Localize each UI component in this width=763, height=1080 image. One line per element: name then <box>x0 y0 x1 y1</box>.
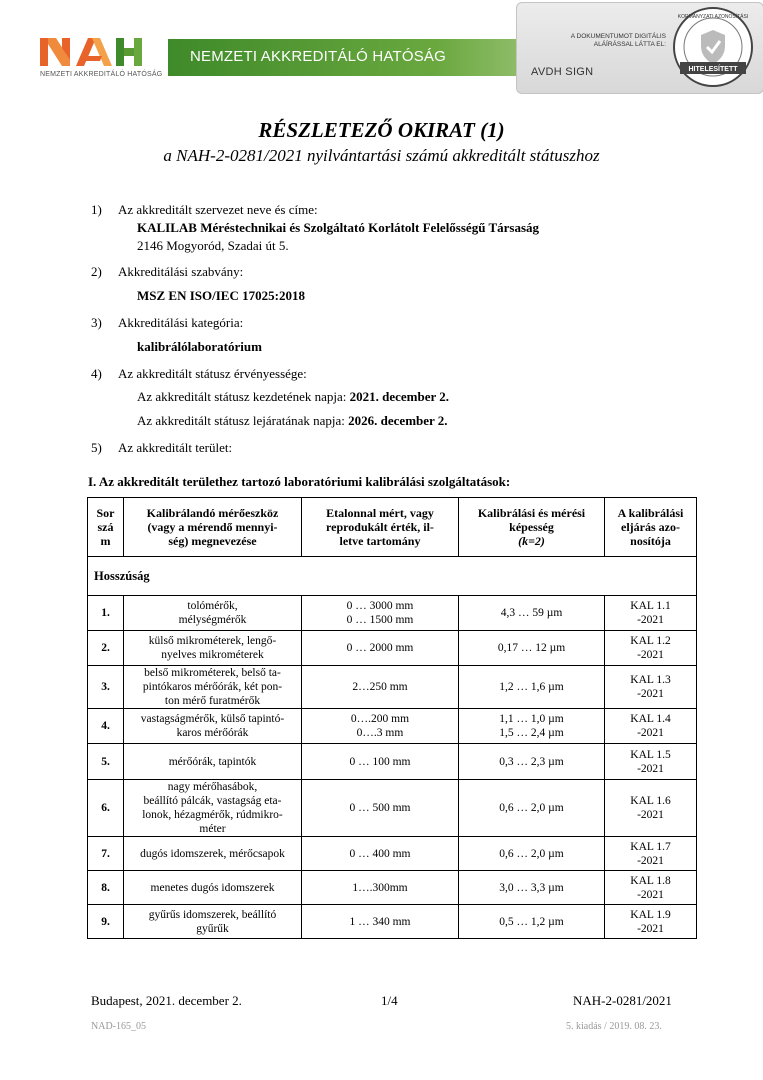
table-row <box>88 631 697 666</box>
measurement-range: 0 … 100 mm <box>302 744 459 780</box>
seal-bottom-text: HITELESÍTETT <box>688 66 738 73</box>
measurement-range: 0….200 mm 0….3 mm <box>302 709 459 744</box>
accreditation-standard: MSZ EN ISO/IEC 17025:2018 <box>137 288 305 303</box>
footer-form-code: NAD-165_05 <box>91 1021 146 1032</box>
table-row <box>88 744 697 780</box>
instrument-name: dugós idomszerek, mérőcsapok <box>124 837 302 871</box>
item-3-number: 3) <box>91 315 102 330</box>
item-4-label: Az akkreditált státusz érvényessége: <box>118 366 307 381</box>
accreditation-category: kalibrálólaboratórium <box>137 339 262 354</box>
logo-caption: NEMZETI AKKREDITÁLÓ HATÓSÁG <box>40 71 163 78</box>
table-header-row <box>88 498 697 557</box>
header-k-factor: (k=2) <box>518 534 545 548</box>
procedure-id: KAL 1.3 -2021 <box>605 666 697 709</box>
status-start-line <box>137 389 449 405</box>
item-5-number: 5) <box>91 440 102 455</box>
measurement-range: 0 … 3000 mm 0 … 1500 mm <box>302 596 459 631</box>
item-2-number: 2) <box>91 264 102 279</box>
procedure-id: KAL 1.4 -2021 <box>605 709 697 744</box>
table-row <box>88 709 697 744</box>
status-end-line <box>137 413 448 429</box>
calibration-capability: 1,1 … 1,0 µm 1,5 … 2,4 µm <box>459 709 605 744</box>
measurement-range: 1 … 340 mm <box>302 905 459 939</box>
row-number: 5. <box>88 744 124 780</box>
calibration-capability: 0,5 … 1,2 µm <box>459 905 605 939</box>
item-1-label: Az akkreditált szervezet neve és címe: <box>118 202 318 217</box>
table-row <box>88 905 697 939</box>
instrument-name: mérőórák, tapintók <box>124 744 302 780</box>
procedure-id: KAL 1.1 -2021 <box>605 596 697 631</box>
calibration-capability: 3,0 … 3,3 µm <box>459 871 605 905</box>
measurement-range: 2…250 mm <box>302 666 459 709</box>
item-5-label: Az akkreditált terület: <box>118 440 233 455</box>
procedure-id: KAL 1.6 -2021 <box>605 780 697 837</box>
row-number: 7. <box>88 837 124 871</box>
instrument-name: tolómérők, mélységmérők <box>124 596 302 631</box>
header-banner-text: NEMZETI AKKREDITÁLÓ HATÓSÁG <box>190 48 446 65</box>
procedure-id: KAL 1.7 -2021 <box>605 837 697 871</box>
calibration-capability: 0,3 … 2,3 µm <box>459 744 605 780</box>
row-number: 6. <box>88 780 124 837</box>
measurement-range: 1….300mm <box>302 871 459 905</box>
row-number: 9. <box>88 905 124 939</box>
measurement-range: 0 … 400 mm <box>302 837 459 871</box>
table-row <box>88 596 697 631</box>
measurement-range: 0 … 500 mm <box>302 780 459 837</box>
calibration-capability: 0,6 … 2,0 µm <box>459 780 605 837</box>
section-title: I. Az akkreditált területhez tartozó laboratóriumi kalibrálási szolgáltatások: <box>88 474 511 489</box>
calibration-capability: 1,2 … 1,6 µm <box>459 666 605 709</box>
measurement-range: 0 … 2000 mm <box>302 631 459 666</box>
procedure-id: KAL 1.2 -2021 <box>605 631 697 666</box>
document-subtitle: a NAH-2-0281/2021 nyilvántartási számú akkreditált státuszhoz <box>163 146 600 165</box>
row-number: 4. <box>88 709 124 744</box>
calibration-capability: 0,6 … 2,0 µm <box>459 837 605 871</box>
status-start-date: 2021. december 2. <box>349 389 450 404</box>
signature-caption-line-2: ALÁÍRÁSSAL LÁTTA EL: <box>593 41 666 48</box>
instrument-name: külső mikrométerek, lengő- nyelves mikrométerek <box>124 631 302 666</box>
procedure-id: KAL 1.5 -2021 <box>605 744 697 780</box>
instrument-name: vastagságmérők, külső tapintó- karos mérőórák <box>124 709 302 744</box>
header-row-number: Sor szá m <box>88 498 124 557</box>
calibration-capability: 0,17 … 12 µm <box>459 631 605 666</box>
table-row <box>88 666 697 709</box>
document-title: RÉSZLETEZŐ OKIRAT (1) <box>258 118 505 142</box>
item-3-label: Akkreditálási kategória: <box>118 315 244 330</box>
signature-caption <box>556 33 666 49</box>
seal-top-text: KORMÁNYZATI AZONOSÍTÁSI <box>677 14 749 20</box>
status-end-date: 2026. december 2. <box>348 413 448 428</box>
table-row <box>88 780 697 837</box>
status-end-label: Az akkreditált státusz lejáratának napja: <box>137 413 349 428</box>
header-procedure: A kalibrálási eljárás azo- nosítója <box>605 498 697 557</box>
instrument-name: gyűrűs idomszerek, beállító gyűrűk <box>124 905 302 939</box>
calibration-table <box>87 497 697 939</box>
authentication-seal-icon <box>672 6 754 88</box>
footer-place-date: Budapest, 2021. december 2. <box>91 993 242 1008</box>
avdh-sign-label: AVDH SIGN <box>531 66 594 78</box>
group-row <box>88 557 697 596</box>
footer-reference: NAH-2-0281/2021 <box>573 993 672 1008</box>
item-4-number: 4) <box>91 366 102 381</box>
group-label: Hosszúság <box>88 557 697 596</box>
status-start-label: Az akkreditált státusz kezdetének napja: <box>137 389 350 404</box>
row-number: 1. <box>88 596 124 631</box>
table-row <box>88 871 697 905</box>
header-range: Etalonnal mért, vagy reprodukált érték, il- letve tartomány <box>302 498 459 557</box>
row-number: 2. <box>88 631 124 666</box>
footer-edition: 5. kiadás / 2019. 08. 23. <box>566 1021 662 1032</box>
footer-page-number: 1/4 <box>381 993 398 1008</box>
procedure-id: KAL 1.9 -2021 <box>605 905 697 939</box>
item-1-number: 1) <box>91 202 102 217</box>
table-row <box>88 837 697 871</box>
row-number: 8. <box>88 871 124 905</box>
instrument-name: menetes dugós idomszerek <box>124 871 302 905</box>
row-number: 3. <box>88 666 124 709</box>
instrument-name: nagy mérőhasábok, beállító pálcák, vastagság eta- lonok, hézagmérők, rúdmikro- méter <box>124 780 302 837</box>
calibration-capability: 4,3 … 59 µm <box>459 596 605 631</box>
instrument-name: belső mikrométerek, belső ta- pintókaros mérőórák, két pon- ton mérő furatmérők <box>124 666 302 709</box>
item-2-label: Akkreditálási szabvány: <box>118 264 244 279</box>
header-capability: Kalibrálási és mérési képesség (k=2) <box>459 498 605 557</box>
organization-name: KALILAB Méréstechnikai és Szolgáltató Korlátolt Felelősségű Társaság <box>137 220 540 235</box>
procedure-id: KAL 1.8 -2021 <box>605 871 697 905</box>
header-instrument: Kalibrálandó mérőeszköz (vagy a mérendő mennyi- ség) megnevezése <box>124 498 302 557</box>
signature-caption-line-1: A DOKUMENTUMOT DIGITÁLIS <box>570 33 666 40</box>
organization-address: 2146 Mogyoród, Szadai út 5. <box>137 238 289 253</box>
